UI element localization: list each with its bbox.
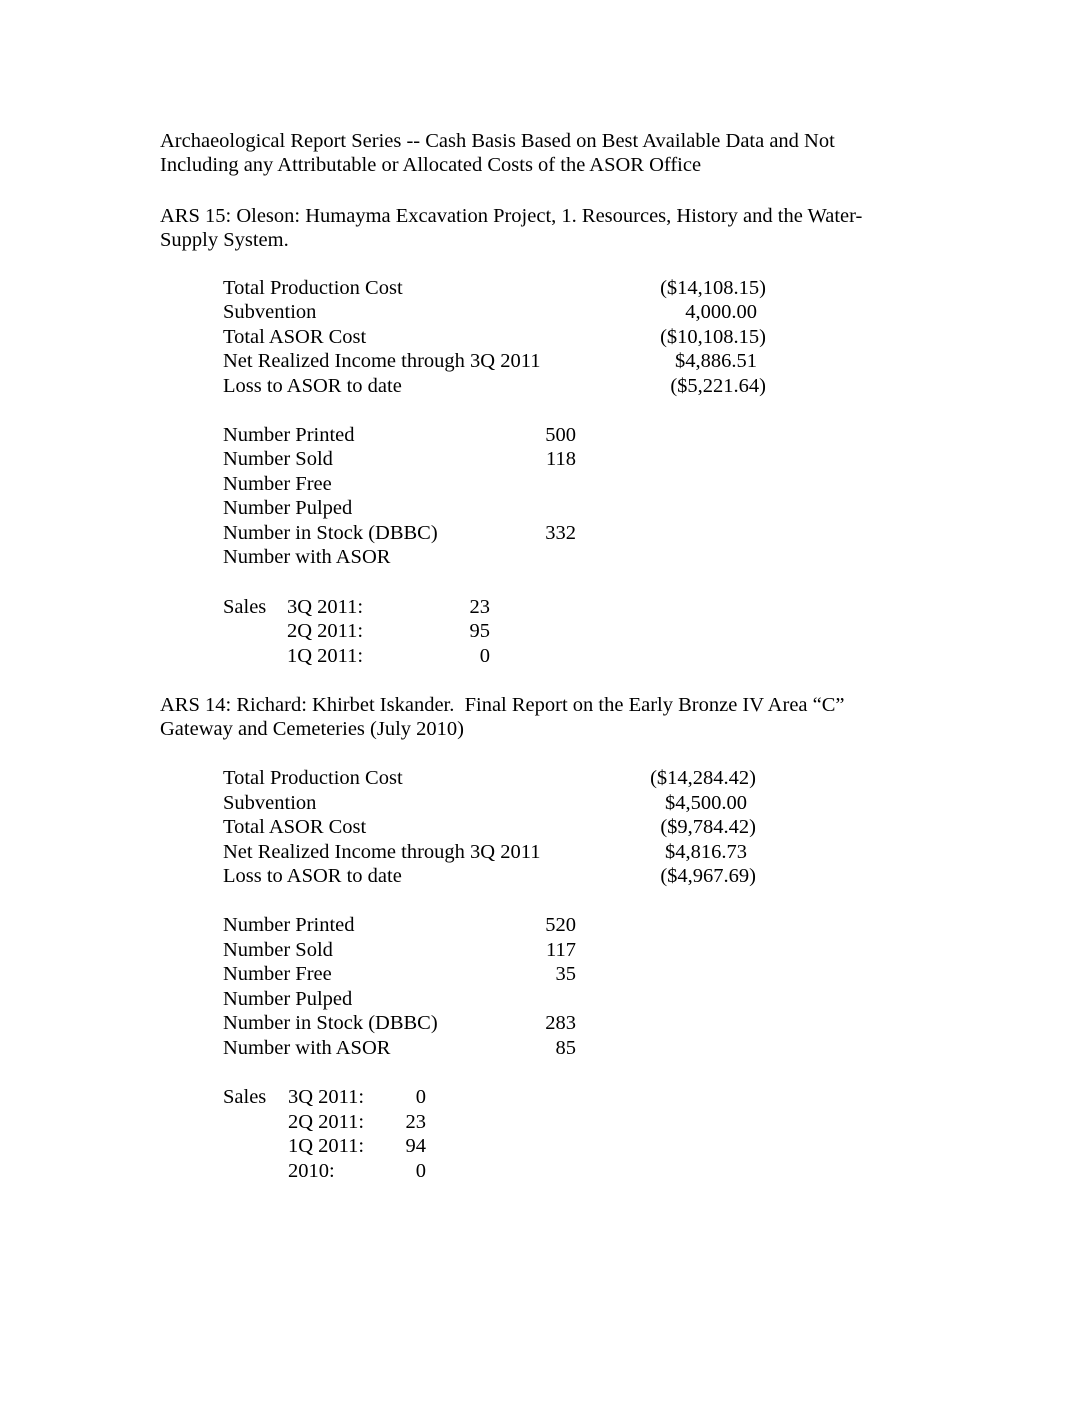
sales-period: 3Q 2011: xyxy=(287,596,364,618)
financial-label: Total ASOR Cost xyxy=(223,816,367,838)
report-title-line-1: ARS 14: Richard: Khirbet Iskander. Final Report on the Early Bronze IV Area “C” xyxy=(160,694,845,716)
document-heading-line-1: Archaeological Report Series -- Cash Basis Based on Best Available Data and Not xyxy=(160,130,835,152)
sales-period: 2010: xyxy=(288,1160,335,1182)
financial-value: $4,500.00 xyxy=(665,792,747,814)
financial-label: Loss to ASOR to date xyxy=(223,375,402,397)
report-title-line-2: Gateway and Cemeteries (July 2010) xyxy=(160,718,464,740)
document-heading-line-2: Including any Attributable or Allocated Costs of the ASOR Office xyxy=(160,154,702,176)
financial-label: Loss to ASOR to date xyxy=(223,865,402,887)
report-title-line-2: Supply System. xyxy=(160,229,289,251)
count-value: 35 xyxy=(555,963,576,985)
financial-label: Total Production Cost xyxy=(223,277,403,299)
count-label: Number Pulped xyxy=(223,497,353,519)
report-title-line-1: ARS 15: Oleson: Humayma Excavation Project, 1. Resources, History and the Water- xyxy=(160,205,863,227)
sales-value: 94 xyxy=(405,1135,426,1157)
financial-value: ($4,967.69) xyxy=(660,865,756,887)
count-value: 117 xyxy=(546,939,576,961)
sales-period: 2Q 2011: xyxy=(287,620,364,642)
count-value: 118 xyxy=(546,448,576,470)
sales-value: 0 xyxy=(479,645,490,667)
count-value: 500 xyxy=(545,424,576,446)
financial-value: 4,000.00 xyxy=(685,301,757,323)
count-value: 520 xyxy=(545,914,576,936)
financial-value: $4,886.51 xyxy=(675,350,757,372)
sales-period: 1Q 2011: xyxy=(288,1135,365,1157)
sales-value: 0 xyxy=(415,1086,426,1108)
count-label: Number Printed xyxy=(223,914,355,936)
financial-value: $4,816.73 xyxy=(665,841,747,863)
count-value: 85 xyxy=(555,1037,576,1059)
financial-label: Net Realized Income through 3Q 2011 xyxy=(223,841,541,863)
financial-value: ($5,221.64) xyxy=(670,375,766,397)
financial-label: Subvention xyxy=(223,301,317,323)
sales-value: 23 xyxy=(469,596,490,618)
count-label: Number Pulped xyxy=(223,988,353,1010)
sales-value: 23 xyxy=(405,1111,426,1133)
count-label: Number with ASOR xyxy=(223,1037,391,1059)
financial-value: ($10,108.15) xyxy=(660,326,766,348)
financial-label: Total Production Cost xyxy=(223,767,403,789)
financial-label: Net Realized Income through 3Q 2011 xyxy=(223,350,541,372)
count-label: Number Sold xyxy=(223,448,333,470)
financial-label: Subvention xyxy=(223,792,317,814)
sales-label: Sales xyxy=(223,596,267,618)
financial-value: ($14,108.15) xyxy=(660,277,766,299)
count-label: Number Free xyxy=(223,473,332,495)
financial-value: ($14,284.42) xyxy=(650,767,756,789)
count-label: Number Free xyxy=(223,963,332,985)
count-label: Number Printed xyxy=(223,424,355,446)
sales-period: 1Q 2011: xyxy=(287,645,364,667)
count-value: 283 xyxy=(545,1012,576,1034)
sales-label: Sales xyxy=(223,1086,267,1108)
sales-period: 3Q 2011: xyxy=(288,1086,365,1108)
sales-period: 2Q 2011: xyxy=(288,1111,365,1133)
sales-value: 0 xyxy=(415,1160,426,1182)
financial-label: Total ASOR Cost xyxy=(223,326,367,348)
count-label: Number in Stock (DBBC) xyxy=(223,1012,438,1034)
count-label: Number Sold xyxy=(223,939,333,961)
count-value: 332 xyxy=(545,522,576,544)
count-label: Number with ASOR xyxy=(223,546,391,568)
sales-value: 95 xyxy=(469,620,490,642)
count-label: Number in Stock (DBBC) xyxy=(223,522,438,544)
financial-value: ($9,784.42) xyxy=(660,816,756,838)
